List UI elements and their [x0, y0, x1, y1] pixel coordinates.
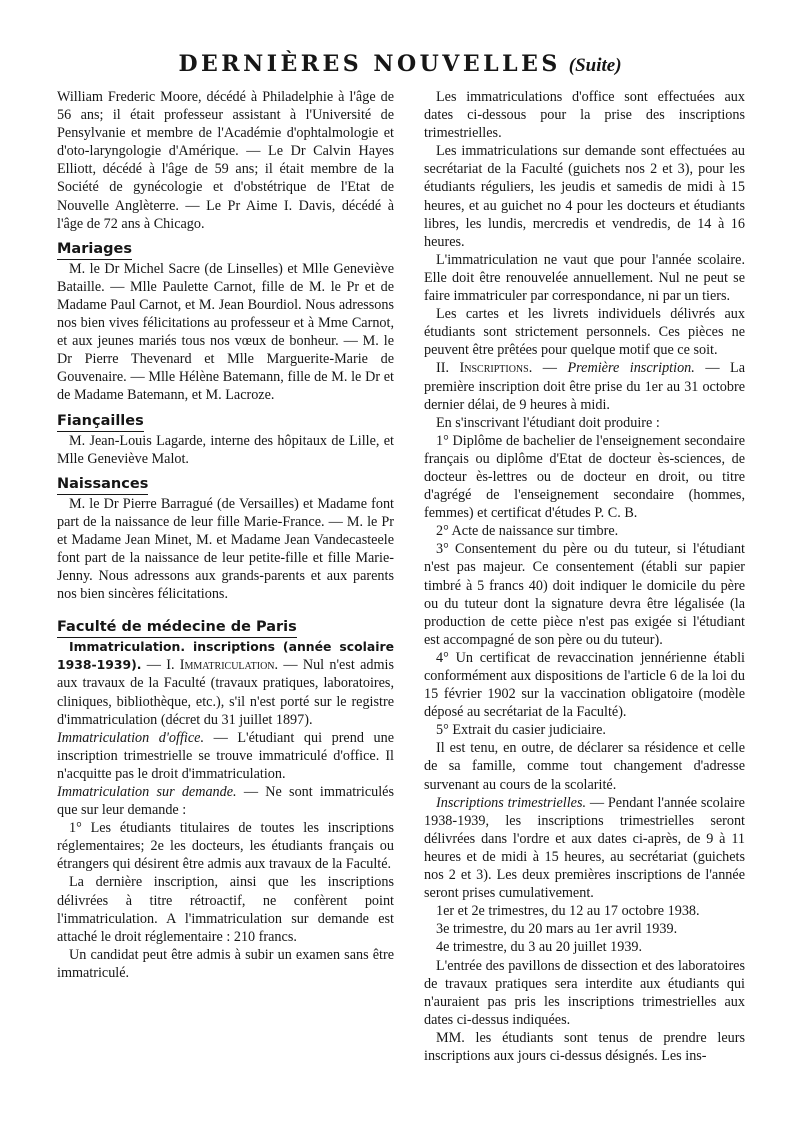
- final-paragraph: MM. les étudiants sont tenus de prendre leurs inscriptions aux jours ci-dessus désignés. Les ins-: [424, 1029, 745, 1064]
- annee-paragraph: L'immatriculation ne vaut que pour l'année scolaire. Elle doit être renouvelée annuellement. Nul ne peut se faire immatriculer par correspondance, ni par un tiers.: [424, 251, 745, 305]
- section-heading-faculte: Faculté de médecine de Paris: [57, 617, 297, 638]
- inscriptions-label: Inscriptions.: [459, 360, 533, 377]
- office-text: — L'étudiant qui prend une inscription trimestrielle se trouve immatriculé d'office. Il n'acquitte pas le droit d'immatriculation.: [57, 729, 394, 782]
- page-title-suite: (Suite): [568, 55, 622, 76]
- immatriculation-label: Immatriculation.: [179, 657, 279, 674]
- naissances-paragraph: M. le Dr Pierre Barragué (de Versailles) et Madame font part de la naissance de leur fille Marie-France. — M. le Pr et Madame Jean Minet, M. et Madame Jean Vandecasteele font part de la naissance de leur petite-fille et fille Marie-Jenny. Nous adressons aux grands-parents et aux parents nos bien sincères félicitations.: [57, 495, 394, 603]
- list-item: 1° Diplôme de bachelier de l'enseignement secondaire français ou diplôme d'Etat de docteur ès-sciences, de docteur ès-lettres ou de docteur en droit, ou titre d'agrégé de l'enseignement secondaire (hommes, femmes) et certificat d'études P. C. B.: [424, 432, 745, 522]
- trimestre-line: 1er et 2e trimestres, du 12 au 17 octobre 1938.: [436, 903, 700, 920]
- list-item: 4° Un certificat de revaccination jennérienne établi conformément aux dispositions de l'article 6 de la loi du 15 février 1902 sur la vaccination obligatoire (modèle déposé au secrétariat de la Faculté).: [424, 649, 745, 721]
- section-mariages: [57, 239, 394, 405]
- trimestrielles-label: Inscriptions trimestrielles.: [436, 794, 587, 811]
- trimestrielles-paragraph: [424, 794, 745, 903]
- trimestrielles-text: — Pendant l'année scolaire 1938-1939, les inscriptions trimestrielles seront délivrées dans l'ordre et aux dates ci-après, de 9 à 11 heures et de midi à 15 heures, au secrétariat (guichets nos 2 et 3). Les deux premières inscriptions de l'année seront prises cumulativement.: [424, 794, 745, 902]
- obituary-paragraph: William Frederic Moore, décédé à Philadelphie à l'âge de 56 ans; il était professeur assistant à l'Université de Pensylvanie et membre de l'Académie d'ophtalmologie et d'oto-laryngologie d'Amérique. — Le Dr Calvin Hayes Elliott, décédé à l'âge de 59 ans; il était membre de la Société de gynécologie et d'obstétrique de l'Etat de Nouvelle Anglèterre. — Le Pr Aime I. Davis, décédé à l'âge de 72 ans à Chicago.: [57, 89, 394, 232]
- immatriculation-paragraph: [57, 638, 394, 728]
- demande-item: 1° Les étudiants titulaires de toutes les inscriptions réglementaires; 2e les docteurs, les étudiants français ou étrangers qui désirent être admis aux travaux de la Faculté.: [57, 820, 394, 873]
- derniere-paragraph: La dernière inscription, ainsi que les inscriptions délivrées à titre rétroactif, ne confèrent point l'immatriculation. A l'immatriculation sur demande est attaché le droit réglementaire : 210 francs.: [57, 874, 394, 945]
- office-paragraph: [57, 729, 394, 783]
- immatriculation-part-1: — I.: [141, 657, 180, 674]
- residence-paragraph: Il est tenu, en outre, de déclarer sa résidence et celle de sa famille, comme tout changement d'adresse survenant au cours de la scolarité.: [424, 740, 745, 793]
- office-dates-paragraph: Les immatriculations d'office sont effectuées aux dates ci-dessous pour la prise des inscriptions trimestrielles.: [424, 89, 745, 142]
- section-heading-fiancailles: Fiançailles: [57, 411, 144, 432]
- trimestre-line: 4e trimestre, du 3 au 20 juillet 1939.: [436, 939, 643, 956]
- section-faculte: [57, 617, 394, 982]
- pavillons-paragraph: L'entrée des pavillons de dissection et des laboratoires de travaux pratiques sera interdite aux étudiants qui n'auraient pas pris les inscriptions trimestrielles aux dates ci-dessus indiquées.: [424, 957, 745, 1028]
- inscriptions-paragraph: [424, 359, 745, 413]
- left-column: [57, 88, 394, 982]
- list-item: 2° Acte de naissance sur timbre.: [436, 523, 619, 540]
- section-heading-mariages: Mariages: [57, 239, 132, 260]
- inscriptions-text: — La première inscription doit être prise du 1er au 31 octobre dernier délai, de 9 heures à midi.: [424, 360, 746, 413]
- immatriculation-text: — Nul n'est admis aux travaux de la Faculté (travaux pratiques, laboratoires, cliniques, bibliothèque, etc.), s'il n'est porté sur le registre d'immatriculation (décret du 31 juillet 1897).: [57, 657, 394, 728]
- cartes-paragraph: Les cartes et les livrets individuels délivrés aux étudiants sont strictement personnels. Ces pièces ne peuvent être prêtées pour quelque motif que ce soit.: [424, 306, 745, 359]
- demande-dates-paragraph: Les immatriculations sur demande sont effectuées au secrétariat de la Faculté (guichets nos 2 et 3), pour les étudiants réguliers, les jeudis et samedis de midi à 15 heures, et au guichet no 4 pour les docteurs et étudiants libres, les lundis, mercredis et vendredis, de 14 à 16 heures.: [424, 143, 745, 250]
- section-naissances: [57, 474, 394, 604]
- list-item: 5° Extrait du casier judiciaire.: [436, 722, 606, 739]
- demande-label: Immatriculation sur demande.: [57, 784, 237, 800]
- mariages-paragraph: M. le Dr Michel Sacre (de Linselles) et Mlle Geneviève Bataille. — Mlle Paulette Carnot, fille de M. le Pr et de Madame Paul Carnot, et M. Jean Bourdiol. Nous adressons nos bien vives félicitations au professeur et à Mme Carnot, et aux jeunes mariés tous nos vœux de bonheur. — M. le Dr Pierre Thevenard et Mlle Marguerite-Marie de Gouvenaire. — Mlle Hélène Batemann, fille de M. le Dr et de Madame Batemann, et M. Lacroze.: [57, 260, 394, 404]
- fiancailles-paragraph: M. Jean-Louis Lagarde, interne des hôpitaux de Lille, et Mlle Geneviève Malot.: [57, 432, 394, 467]
- demande-paragraph: [57, 783, 394, 819]
- immatriculation-lead: Immatriculation. inscriptions (année scolaire 1938-1939).: [57, 639, 394, 673]
- page-title-main: DERNIÈRES NOUVELLES: [178, 51, 561, 77]
- list-item: 3° Consentement du père ou du tuteur, si l'étudiant n'est pas majeur. Ce consentement (établi sur papier timbré à 5 francs 40) doit indiquer le domicile du père ou du tuteur dont la signature devra être légalisée (la production de cette pièce n'est pas exigée si l'étudiant est accompagné de son père ou du tuteur).: [424, 541, 745, 648]
- right-column: [424, 88, 745, 1065]
- section-heading-naissances: Naissances: [57, 474, 148, 495]
- office-label: Immatriculation d'office.: [57, 729, 204, 746]
- section-fiancailles: [57, 411, 394, 468]
- inscriptions-dash: —: [532, 360, 568, 377]
- premiere-inscription-label: Première inscription.: [567, 360, 695, 377]
- candidat-paragraph: Un candidat peut être admis à subir un examen sans être immatriculé.: [57, 946, 394, 981]
- page-title: [0, 50, 800, 81]
- trimestre-line: 3e trimestre, du 20 mars au 1er avril 1939.: [436, 921, 678, 938]
- produire-paragraph: En s'inscrivant l'étudiant doit produire :: [436, 414, 660, 431]
- demande-text: — Ne sont immatriculés que sur leur demande :: [57, 784, 395, 819]
- inscriptions-number: II.: [436, 360, 460, 377]
